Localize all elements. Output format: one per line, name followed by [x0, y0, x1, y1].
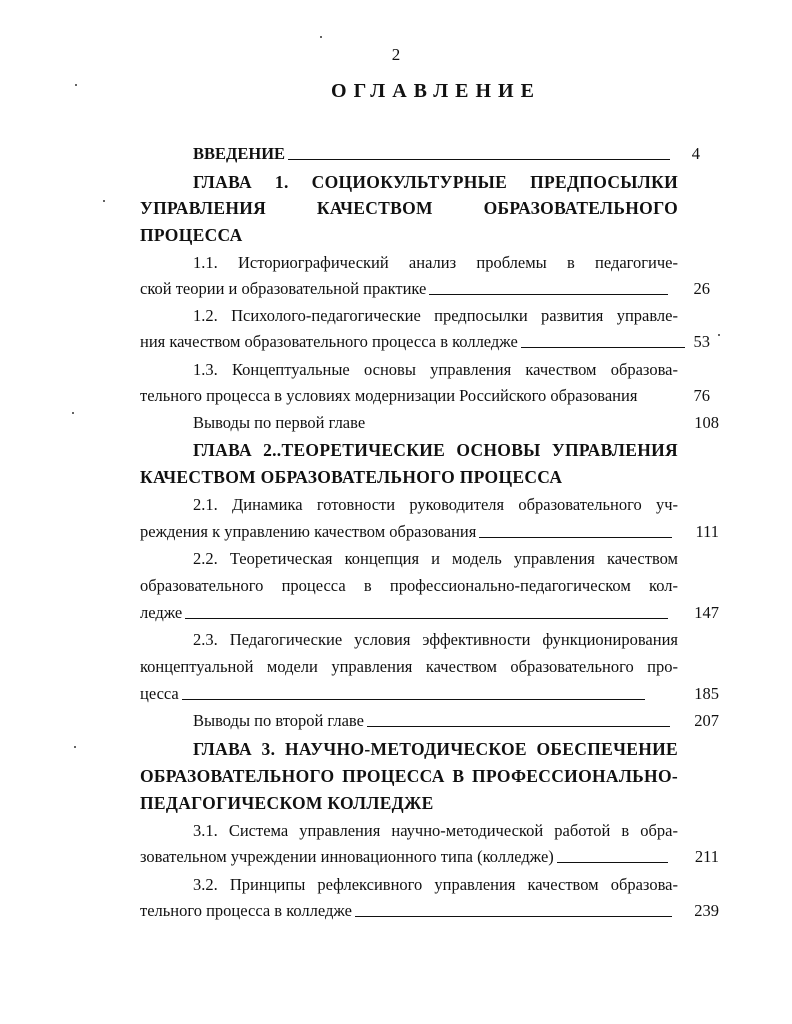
leader-line	[355, 915, 672, 917]
leader-line	[557, 861, 668, 863]
chapter-2-conclusions[interactable]	[193, 711, 670, 731]
toc-page-conclusions-1: 108	[694, 413, 719, 432]
toc-page-2-3: 185	[694, 684, 719, 703]
section-1-2-line-2[interactable]	[140, 332, 685, 352]
section-2-3-line-1[interactable]: 2.3. Педагогические условия эффективности функционирования	[193, 630, 678, 649]
chapter-2-line-2[interactable]: КАЧЕСТВОМ ОБРАЗОВАТЕЛЬНОГО ПРОЦЕССА	[140, 467, 563, 487]
section-2-1-line-1[interactable]: 2.1. Динамика готовности руководителя образовательного уч-	[193, 495, 678, 514]
section-1-1-text: ской теории и образовательной практике	[140, 279, 427, 298]
chapter-1-line-3[interactable]: ПРОЦЕССА	[140, 225, 243, 245]
section-2-2-line-3[interactable]	[140, 603, 668, 623]
chapter-3-line-3[interactable]: ПЕДАГОГИЧЕСКОМ КОЛЛЕДЖЕ	[140, 793, 434, 813]
section-1-2-text: ния качеством образовательного процесса в колледже	[140, 332, 518, 351]
toc-page-3-2: 239	[694, 901, 719, 920]
toc-page-3-1: 211	[694, 847, 719, 866]
scan-speck	[718, 334, 720, 336]
toc-title: ОГЛАВЛЕНИЕ	[331, 80, 541, 102]
leader-line	[429, 293, 668, 295]
scan-speck	[72, 412, 74, 414]
section-2-3-line-2[interactable]: концептуальной модели управления качеством образовательного про-	[140, 657, 678, 676]
chapter-1-line-2[interactable]: УПРАВЛЕНИЯ КАЧЕСТВОМ ОБРАЗОВАТЕЛЬНОГО	[140, 198, 678, 218]
toc-page-1-1: 26	[693, 279, 710, 298]
toc-page-1-2: 53	[693, 332, 710, 351]
section-2-2-line-1[interactable]: 2.2. Теоретическая концепция и модель управления качеством	[193, 549, 678, 568]
leader-line	[479, 536, 672, 538]
section-2-2-line-2[interactable]: образовательного процесса в профессионально-педагогическом кол-	[140, 576, 678, 595]
section-2-3-line-3[interactable]	[140, 684, 645, 704]
toc-page-conclusions-2: 207	[694, 711, 719, 730]
chapter-2-line-1[interactable]: ГЛАВА 2..ТЕОРЕТИЧЕСКИЕ ОСНОВЫ УПРАВЛЕНИЯ	[193, 440, 678, 460]
section-2-1-line-2[interactable]	[140, 522, 672, 542]
section-3-1-line-1[interactable]: 3.1. Система управления научно-методической работой в обра-	[193, 821, 678, 840]
section-2-1-text: реждения к управлению качеством образования	[140, 522, 477, 541]
leader-line	[521, 346, 685, 348]
leader-line	[367, 725, 670, 727]
toc-entry-intro-text: ВВЕДЕНИЕ	[193, 144, 286, 163]
leader-line	[182, 698, 645, 700]
toc-page-2-2: 147	[694, 603, 719, 622]
section-3-2-line-2[interactable]	[140, 901, 672, 921]
leader-line	[288, 158, 670, 160]
scan-speck	[75, 84, 77, 86]
leader-line	[185, 617, 668, 619]
section-3-1-line-2[interactable]	[140, 847, 668, 867]
section-1-1-line-1[interactable]: 1.1. Историографический анализ проблемы в педагогиче-	[193, 253, 678, 272]
section-1-3-line-1[interactable]: 1.3. Концептуальные основы управления качеством образова-	[193, 360, 678, 379]
chapter-2-conclusions-text: Выводы по второй главе	[193, 711, 364, 730]
toc-page-2-1: 111	[695, 522, 719, 541]
scan-speck	[74, 746, 76, 748]
chapter-3-line-2[interactable]: ОБРАЗОВАТЕЛЬНОГО ПРОЦЕССА В ПРОФЕССИОНАЛЬНО-	[140, 766, 678, 786]
section-3-2-text: тельного процесса в колледже	[140, 901, 352, 920]
scan-speck	[103, 200, 105, 202]
toc-entry-intro[interactable]	[193, 144, 670, 164]
section-1-3-line-2[interactable]: тельного процесса в условиях модернизации Российского образования	[140, 386, 638, 405]
section-2-3-text: цесса	[140, 684, 179, 703]
section-2-2-text: ледже	[140, 603, 183, 622]
toc-page-intro: 4	[691, 144, 700, 163]
chapter-1-conclusions[interactable]: Выводы по первой главе	[193, 413, 366, 432]
section-1-2-line-1[interactable]: 1.2. Психолого-педагогические предпосылки развития управле-	[193, 306, 678, 325]
chapter-1-line-1[interactable]: ГЛАВА 1. СОЦИОКУЛЬТУРНЫЕ ПРЕДПОСЫЛКИ	[193, 172, 678, 192]
section-1-1-line-2[interactable]	[140, 279, 668, 299]
chapter-3-line-1[interactable]: ГЛАВА 3. НАУЧНО-МЕТОДИЧЕСКОЕ ОБЕСПЕЧЕНИЕ	[193, 739, 678, 759]
section-3-2-line-1[interactable]: 3.2. Принципы рефлексивного управления качеством образова-	[193, 875, 678, 894]
scan-speck	[320, 36, 322, 38]
toc-page-1-3: 76	[693, 386, 710, 405]
section-3-1-text: зовательном учреждении инновационного типа (колледже)	[140, 847, 554, 866]
page-number: 2	[391, 45, 401, 64]
